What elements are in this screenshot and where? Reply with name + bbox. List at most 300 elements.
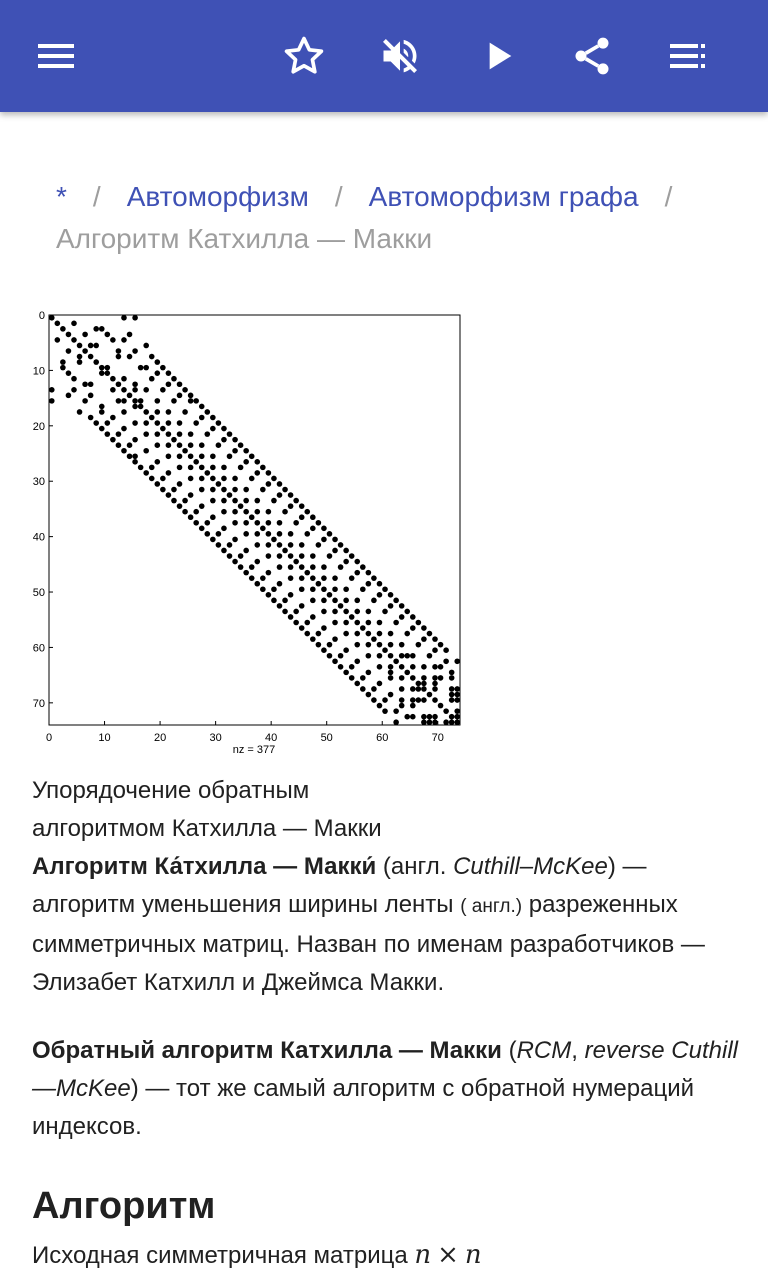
nonzero-point bbox=[132, 387, 138, 393]
nonzero-point bbox=[221, 465, 227, 471]
figure-caption bbox=[32, 772, 392, 848]
nonzero-point bbox=[110, 376, 116, 382]
nonzero-point bbox=[243, 448, 249, 454]
nonzero-point bbox=[427, 692, 433, 698]
nonzero-point bbox=[454, 686, 460, 692]
nonzero-point bbox=[166, 409, 172, 415]
nonzero-point bbox=[66, 393, 72, 399]
nonzero-point bbox=[210, 415, 216, 421]
nonzero-point bbox=[188, 514, 194, 520]
y-tick-label: 50 bbox=[32, 587, 45, 600]
nonzero-point bbox=[288, 531, 294, 537]
nonzero-point bbox=[410, 697, 416, 703]
nonzero-point bbox=[449, 692, 455, 698]
nonzero-point bbox=[310, 526, 316, 532]
play-button[interactable] bbox=[470, 28, 526, 84]
nonzero-point bbox=[143, 431, 149, 437]
nonzero-point bbox=[199, 487, 205, 493]
nonzero-point bbox=[266, 553, 272, 559]
nonzero-point bbox=[105, 332, 111, 338]
nonzero-point bbox=[343, 620, 349, 626]
nonzero-point bbox=[160, 387, 166, 393]
x-tick-label: 60 bbox=[376, 732, 389, 744]
sparsity-plot bbox=[30, 306, 470, 760]
nonzero-point bbox=[299, 553, 305, 559]
nonzero-point bbox=[354, 631, 360, 637]
nonzero-point bbox=[293, 520, 299, 526]
breadcrumb-link-automorphism[interactable]: Автоморфизм bbox=[126, 181, 309, 212]
nonzero-point bbox=[182, 448, 188, 454]
nonzero-point bbox=[399, 614, 405, 620]
nonzero-point bbox=[105, 431, 111, 437]
nonzero-point bbox=[249, 564, 255, 570]
nonzero-point bbox=[177, 420, 183, 426]
nonzero-point bbox=[432, 636, 438, 642]
nonzero-point bbox=[99, 409, 105, 415]
menu-button[interactable] bbox=[28, 28, 84, 84]
nonzero-point bbox=[210, 498, 216, 504]
nonzero-point bbox=[138, 465, 144, 471]
nonzero-point bbox=[360, 675, 366, 681]
nonzero-point bbox=[354, 658, 360, 664]
nonzero-point bbox=[266, 531, 272, 537]
nonzero-point bbox=[277, 492, 283, 498]
nonzero-point bbox=[199, 404, 205, 410]
nonzero-point bbox=[299, 542, 305, 548]
nonzero-point bbox=[99, 365, 105, 371]
nonzero-point bbox=[343, 559, 349, 565]
nonzero-point bbox=[204, 531, 210, 537]
nonzero-point bbox=[260, 586, 266, 592]
nonzero-point bbox=[171, 398, 177, 404]
nonzero-point bbox=[249, 476, 255, 482]
nonzero-point bbox=[82, 348, 88, 354]
nonzero-point bbox=[366, 609, 372, 615]
nonzero-point bbox=[427, 714, 433, 720]
nonzero-point bbox=[377, 631, 383, 637]
nonzero-point bbox=[421, 714, 427, 720]
nonzero-point bbox=[410, 686, 416, 692]
nonzero-point bbox=[310, 575, 316, 581]
nonzero-point bbox=[377, 581, 383, 587]
nonzero-point bbox=[171, 376, 177, 382]
nonzero-point bbox=[105, 365, 111, 371]
hamburger-menu-icon bbox=[36, 36, 76, 76]
nonzero-point bbox=[427, 631, 433, 637]
nonzero-point bbox=[410, 714, 416, 720]
nonzero-point bbox=[277, 603, 283, 609]
nonzero-point bbox=[327, 653, 333, 659]
nonzero-point bbox=[354, 559, 360, 565]
nonzero-point bbox=[332, 636, 338, 642]
nonzero-point bbox=[377, 653, 383, 659]
nonzero-point bbox=[138, 398, 144, 404]
nonzero-point bbox=[388, 642, 394, 648]
nonzero-point bbox=[127, 393, 133, 399]
nonzero-point bbox=[254, 581, 260, 587]
nonzero-point bbox=[88, 381, 94, 387]
nonzero-point bbox=[277, 531, 283, 537]
nonzero-point bbox=[188, 476, 194, 482]
nonzero-point bbox=[204, 409, 210, 415]
nonzero-point bbox=[243, 509, 249, 515]
intro-english-link[interactable]: ( англ.) bbox=[460, 896, 523, 917]
nonzero-point bbox=[404, 714, 410, 720]
nonzero-point bbox=[66, 370, 72, 376]
nonzero-point bbox=[49, 387, 55, 393]
nonzero-point bbox=[410, 625, 416, 631]
nonzero-point bbox=[193, 520, 199, 526]
nonzero-point bbox=[310, 514, 316, 520]
nonzero-point bbox=[199, 465, 205, 471]
nonzero-point bbox=[166, 420, 172, 426]
nonzero-point bbox=[216, 442, 222, 448]
nonzero-point bbox=[121, 398, 127, 404]
nonzero-point bbox=[266, 520, 272, 526]
nonzero-point bbox=[66, 332, 72, 338]
nonzero-point bbox=[271, 476, 277, 482]
nonzero-point bbox=[443, 708, 449, 714]
nonzero-point bbox=[266, 470, 272, 476]
intro-text-3: разреженных симметричных матриц. Назван по именам разработчиков — Элизабет Катхилл и Джеймса Макки. bbox=[32, 891, 705, 996]
nonzero-point bbox=[155, 442, 161, 448]
nonzero-point bbox=[254, 520, 260, 526]
breadcrumb bbox=[56, 176, 736, 260]
nonzero-point bbox=[304, 620, 310, 626]
nonzero-point bbox=[155, 431, 161, 437]
section-text bbox=[32, 1236, 742, 1275]
nonzero-point bbox=[221, 487, 227, 493]
nonzero-point bbox=[388, 664, 394, 670]
nonzero-point bbox=[221, 426, 227, 432]
nonzero-point bbox=[132, 437, 138, 443]
nonzero-point bbox=[193, 398, 199, 404]
nonzero-point bbox=[421, 675, 427, 681]
nonzero-point bbox=[155, 398, 161, 404]
nonzero-point bbox=[332, 548, 338, 554]
nonzero-point bbox=[227, 431, 233, 437]
mute-button[interactable] bbox=[372, 28, 428, 84]
nonzero-point bbox=[277, 564, 283, 570]
nonzero-point bbox=[416, 642, 422, 648]
nonzero-point bbox=[343, 670, 349, 676]
y-tick-label: 0 bbox=[38, 310, 45, 322]
favorite-button[interactable] bbox=[276, 28, 332, 84]
nonzero-point bbox=[127, 453, 133, 459]
nonzero-point bbox=[399, 653, 405, 659]
nonzero-point bbox=[399, 697, 405, 703]
nonzero-point bbox=[271, 498, 277, 504]
nonzero-point bbox=[321, 564, 327, 570]
nonzero-point bbox=[199, 526, 205, 532]
nonzero-point bbox=[371, 697, 377, 703]
nonzero-point bbox=[393, 719, 399, 725]
nonzero-point bbox=[382, 609, 388, 615]
nonzero-point bbox=[149, 354, 155, 360]
nonzero-point bbox=[93, 359, 99, 365]
x-tick-label: 50 bbox=[320, 732, 333, 744]
nonzero-point bbox=[271, 537, 277, 543]
nonzero-point bbox=[410, 664, 416, 670]
nonzero-point bbox=[343, 586, 349, 592]
nonzero-point bbox=[177, 453, 183, 459]
nonzero-point bbox=[438, 664, 444, 670]
nonzero-point bbox=[254, 509, 260, 515]
nonzero-point bbox=[166, 442, 172, 448]
nonzero-point bbox=[243, 459, 249, 465]
nonzero-point bbox=[449, 675, 455, 681]
nonzero-point bbox=[288, 575, 294, 581]
nonzero-point bbox=[349, 664, 355, 670]
nonzero-point bbox=[432, 647, 438, 653]
nonzero-point bbox=[71, 337, 77, 343]
nonzero-point bbox=[366, 631, 372, 637]
nonzero-point bbox=[366, 642, 372, 648]
nonzero-point bbox=[410, 614, 416, 620]
nonzero-point bbox=[121, 337, 127, 343]
nonzero-point bbox=[221, 498, 227, 504]
nonzero-point bbox=[366, 581, 372, 587]
nonzero-point bbox=[99, 404, 105, 410]
nonzero-point bbox=[77, 409, 83, 415]
nonzero-point bbox=[121, 376, 127, 382]
nonzero-point bbox=[310, 614, 316, 620]
nonzero-point bbox=[166, 492, 172, 498]
nonzero-point bbox=[354, 598, 360, 604]
nonzero-point bbox=[443, 719, 449, 725]
nonzero-point bbox=[238, 503, 244, 509]
nonzero-point bbox=[227, 542, 233, 548]
nonzero-point bbox=[454, 692, 460, 698]
nonzero-point bbox=[121, 409, 127, 415]
nonzero-point bbox=[204, 431, 210, 437]
nonzero-point bbox=[454, 708, 460, 714]
nonzero-point bbox=[454, 714, 460, 720]
nonzero-point bbox=[343, 647, 349, 653]
nonzero-point bbox=[110, 387, 116, 393]
nonzero-point bbox=[271, 586, 277, 592]
nonzero-point bbox=[143, 448, 149, 454]
nonzero-point bbox=[243, 520, 249, 526]
nonzero-point bbox=[93, 343, 99, 349]
nonzero-point bbox=[371, 575, 377, 581]
nonzero-point bbox=[366, 620, 372, 626]
nonzero-point bbox=[182, 387, 188, 393]
nonzero-point bbox=[321, 586, 327, 592]
nonzero-point bbox=[55, 337, 61, 343]
nonzero-point bbox=[177, 465, 183, 471]
nonzero-point bbox=[232, 437, 238, 443]
nonzero-point bbox=[388, 670, 394, 676]
nonzero-point bbox=[110, 437, 116, 443]
list-icon bbox=[668, 36, 708, 76]
nonzero-point bbox=[382, 708, 388, 714]
nonzero-point bbox=[132, 404, 138, 410]
nonzero-point bbox=[60, 359, 66, 365]
nonzero-point bbox=[354, 642, 360, 648]
nonzero-point bbox=[55, 321, 61, 327]
nonzero-point bbox=[332, 575, 338, 581]
nonzero-point bbox=[177, 503, 183, 509]
nonzero-point bbox=[454, 697, 460, 703]
nonzero-point bbox=[404, 653, 410, 659]
nonzero-point bbox=[332, 586, 338, 592]
nonzero-point bbox=[399, 603, 405, 609]
nonzero-point bbox=[354, 570, 360, 576]
nonzero-point bbox=[243, 570, 249, 576]
x-tick-label: 0 bbox=[45, 732, 53, 744]
nonzero-point bbox=[221, 437, 227, 443]
y-tick-label: 20 bbox=[32, 420, 45, 433]
nonzero-point bbox=[443, 647, 449, 653]
nonzero-point bbox=[438, 642, 444, 648]
nonzero-point bbox=[332, 620, 338, 626]
nonzero-point bbox=[316, 520, 322, 526]
nonzero-point bbox=[210, 514, 216, 520]
nonzero-point bbox=[332, 537, 338, 543]
nonzero-point bbox=[421, 636, 427, 642]
nonzero-point bbox=[449, 719, 455, 725]
nonzero-point bbox=[110, 337, 116, 343]
nonzero-point bbox=[282, 509, 288, 515]
nonzero-point bbox=[260, 465, 266, 471]
nonzero-point bbox=[288, 553, 294, 559]
nonzero-point bbox=[177, 442, 183, 448]
nonzero-point bbox=[410, 703, 416, 709]
nonzero-point bbox=[60, 365, 66, 371]
nonzero-point bbox=[421, 719, 427, 725]
nonzero-point bbox=[171, 437, 177, 443]
nonzero-point bbox=[266, 592, 272, 598]
nonzero-point bbox=[238, 553, 244, 559]
nonzero-point bbox=[155, 459, 161, 465]
nonzero-point bbox=[421, 681, 427, 687]
nonzero-point bbox=[177, 431, 183, 437]
nonzero-point bbox=[216, 531, 222, 537]
nonzero-point bbox=[254, 559, 260, 565]
nonzero-point bbox=[82, 381, 88, 387]
nonzero-point bbox=[132, 453, 138, 459]
nonzero-point bbox=[99, 426, 105, 432]
nonzero-point bbox=[171, 498, 177, 504]
nonzero-point bbox=[182, 409, 188, 415]
breadcrumb-separator: / bbox=[334, 181, 343, 212]
nonzero-point bbox=[432, 686, 438, 692]
toc-button[interactable] bbox=[660, 28, 716, 84]
breadcrumb-home-link[interactable]: * bbox=[56, 181, 67, 212]
nonzero-point bbox=[166, 470, 172, 476]
sparsity-figure[interactable] bbox=[30, 306, 470, 760]
nonzero-point bbox=[77, 359, 83, 365]
nonzero-point bbox=[132, 459, 138, 465]
nonzero-point bbox=[132, 381, 138, 387]
nonzero-point bbox=[160, 426, 166, 432]
nonzero-point bbox=[332, 658, 338, 664]
nonzero-point bbox=[266, 542, 272, 548]
nonzero-point bbox=[116, 354, 122, 360]
nonzero-point bbox=[238, 442, 244, 448]
nonzero-point bbox=[377, 681, 383, 687]
nonzero-point bbox=[443, 658, 449, 664]
nonzero-point bbox=[232, 537, 238, 543]
nonzero-point bbox=[143, 420, 149, 426]
nonzero-point bbox=[427, 719, 433, 725]
nonzero-point bbox=[210, 465, 216, 471]
breadcrumb-link-graph-automorphism[interactable]: Автоморфизм графа bbox=[368, 181, 639, 212]
nonzero-point bbox=[260, 526, 266, 532]
nonzero-point bbox=[210, 453, 216, 459]
section-text-1: Исходная симметричная матрица bbox=[32, 1242, 415, 1269]
nonzero-point bbox=[216, 542, 222, 548]
nonzero-point bbox=[277, 581, 283, 587]
nonzero-point bbox=[232, 487, 238, 493]
nonzero-point bbox=[88, 415, 94, 421]
nonzero-point bbox=[232, 476, 238, 482]
nonzero-point bbox=[160, 365, 166, 371]
caption-line-1: Упорядочение обратным bbox=[32, 777, 310, 804]
x-tick-label: 70 bbox=[431, 732, 444, 744]
nonzero-point bbox=[410, 675, 416, 681]
nonzero-point bbox=[238, 564, 244, 570]
nonzero-point bbox=[99, 326, 105, 332]
nonzero-point bbox=[338, 603, 344, 609]
nonzero-point bbox=[327, 531, 333, 537]
nonzero-point bbox=[71, 321, 77, 327]
nonzero-point bbox=[349, 675, 355, 681]
math-times: × bbox=[437, 1240, 459, 1270]
nonzero-point bbox=[155, 409, 161, 415]
nonzero-point bbox=[155, 481, 161, 487]
caption-line-2: алгоритмом Катхилла — Макки bbox=[32, 815, 382, 842]
nonzero-point bbox=[360, 625, 366, 631]
share-icon bbox=[570, 34, 614, 78]
nonzero-point bbox=[393, 620, 399, 626]
nonzero-point bbox=[188, 465, 194, 471]
nonzero-point bbox=[277, 553, 283, 559]
nonzero-point bbox=[304, 570, 310, 576]
breadcrumb-separator: / bbox=[664, 181, 673, 212]
share-button[interactable] bbox=[564, 28, 620, 84]
nonzero-point bbox=[116, 431, 122, 437]
nonzero-point bbox=[121, 387, 127, 393]
nonzero-point bbox=[299, 514, 305, 520]
nonzero-point bbox=[249, 453, 255, 459]
nonzero-point bbox=[404, 609, 410, 615]
nonzero-point bbox=[327, 553, 333, 559]
nonzero-point bbox=[71, 387, 77, 393]
nonzero-point bbox=[438, 675, 444, 681]
section-heading: Алгоритм bbox=[32, 1185, 216, 1227]
nonzero-point bbox=[188, 492, 194, 498]
nonzero-point bbox=[299, 564, 305, 570]
nonzero-point bbox=[416, 681, 422, 687]
nonzero-point bbox=[454, 719, 460, 725]
nonzero-point bbox=[60, 326, 66, 332]
nonzero-point bbox=[216, 481, 222, 487]
nonzero-point bbox=[116, 442, 122, 448]
nonzero-point bbox=[293, 559, 299, 565]
nonzero-point bbox=[288, 614, 294, 620]
nonzero-point bbox=[121, 448, 127, 454]
nonzero-point bbox=[299, 503, 305, 509]
nonzero-point bbox=[254, 459, 260, 465]
nonzero-point bbox=[105, 420, 111, 426]
nonzero-point bbox=[143, 387, 149, 393]
nonzero-point bbox=[143, 365, 149, 371]
nonzero-point bbox=[399, 675, 405, 681]
nonzero-point bbox=[243, 531, 249, 537]
nonzero-point bbox=[310, 564, 316, 570]
